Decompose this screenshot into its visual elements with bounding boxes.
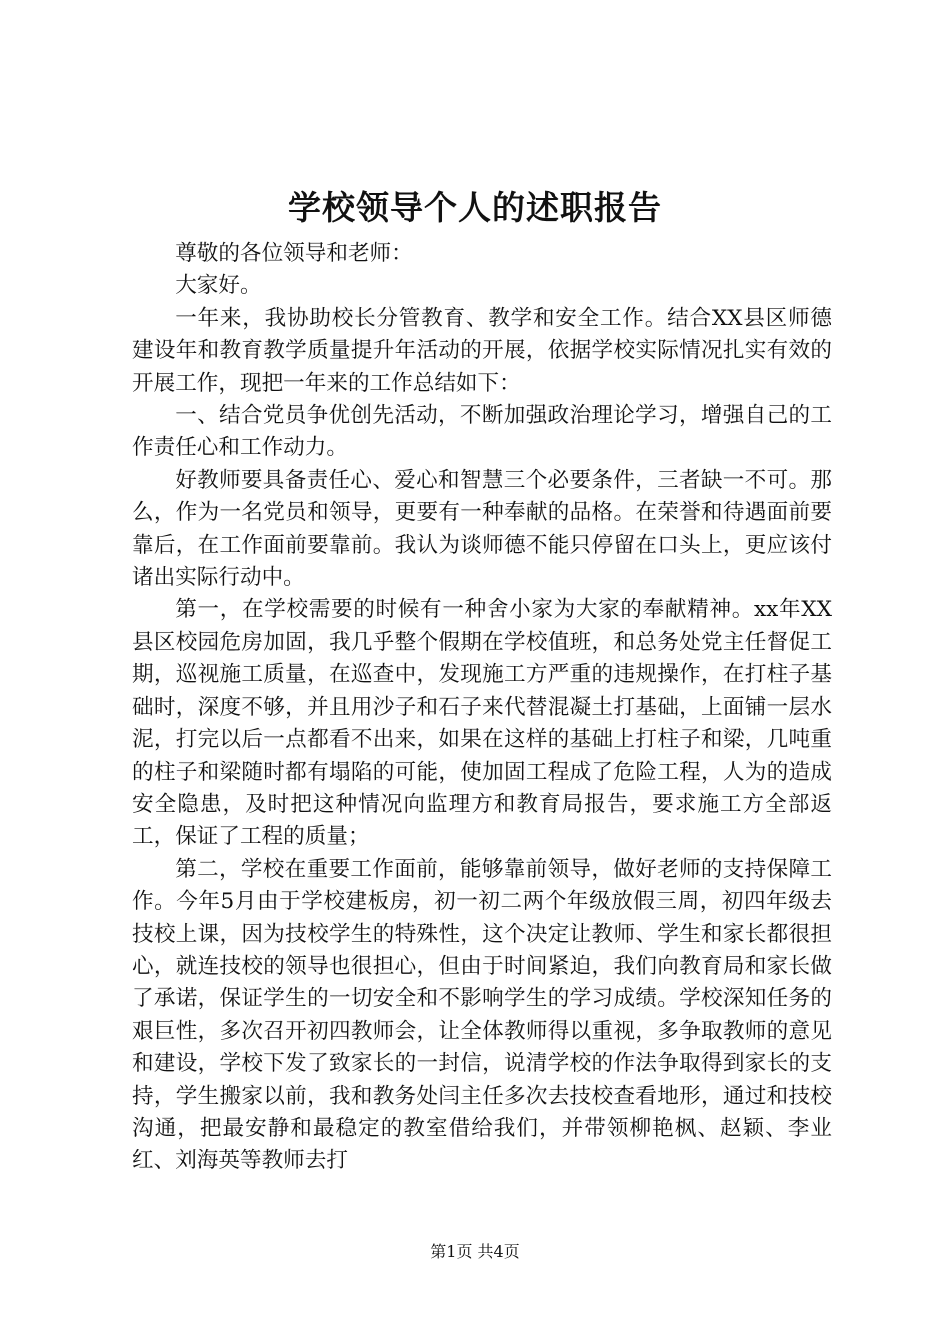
document-body <box>132 238 832 1178</box>
document-title: 学校领导个人的述职报告 <box>288 188 662 227</box>
paragraph-good-teacher: 好教师要具备责任心、爱心和智慧三个必要条件，三者缺一不可。那么，作为一名党员和领导，更要有一种奉献的品格。在荣誉和待遇面前要靠后，在工作面前要靠前。我认为谈师德不能只停留在口头上，更应该付诸出实际行动中。 <box>132 467 832 591</box>
paragraph-salutation: 尊敬的各位领导和老师： <box>175 241 413 266</box>
paragraph-first-point: 第一，在学校需要的时候有一种舍小家为大家的奉献精神。xx年XX县区校园危房加固，我几乎整个假期在学校值班，和总务处党主任督促工期，巡视施工质量，在巡查中，发现施工方严重的违规操作，在打柱子基础时，深度不够，并且用沙子和石子来代替混凝土打基础，上面铺一层水泥，打完以后一点都看不出来，如果在这样的基础上打柱子和梁，几吨重的柱子和梁随时都有塌陷的可能，使加固工程成了危险工程，人为的造成安全隐患，及时把这种情况向监理方和教育局报告，要求施工方全部返工，保证了工程的质量； <box>132 597 832 850</box>
paragraph-second-point: 第二，学校在重要工作面前，能够靠前领导，做好老师的支持保障工作。今年5月由于学校建板房，初一初二两个年级放假三周，初四年级去技校上课，因为技校学生的特殊性，这个决定让教师、学生和家长都很担心，就连技校的领导也很担心，但由于时间紧迫，我们向教育局和家长做了承诺，保证学生的一切安全和不影响学生的学习成绩。学校深知任务的艰巨性，多次召开初四教师会，让全体教师得以重视，多争取教师的意见和建设，学校下发了致家长的一封信，说清学校的作法争取得到家长的支持，学生搬家以前，我和教务处闫主任多次去技校查看地形，通过和技校沟通，把最安静和最稳定的教室借给我们，并带领柳艳枫、赵颖、李业红、刘海英等教师去打 <box>132 856 832 1174</box>
paragraph-section-one-heading: 一、结合党员争优创先活动，不断加强政治理论学习，增强自己的工作责任心和工作动力。 <box>132 403 832 461</box>
paragraph-greeting: 大家好。 <box>175 273 262 299</box>
paragraph-intro: 一年来，我协助校长分管教育、教学和安全工作。结合XX县区师德建设年和教育教学质量提升年活动的开展，依据学校实际情况扎实有效的开展工作，现把一年来的工作总结如下： <box>132 305 832 396</box>
page-footer: 第1页 共4页 <box>430 1242 520 1261</box>
